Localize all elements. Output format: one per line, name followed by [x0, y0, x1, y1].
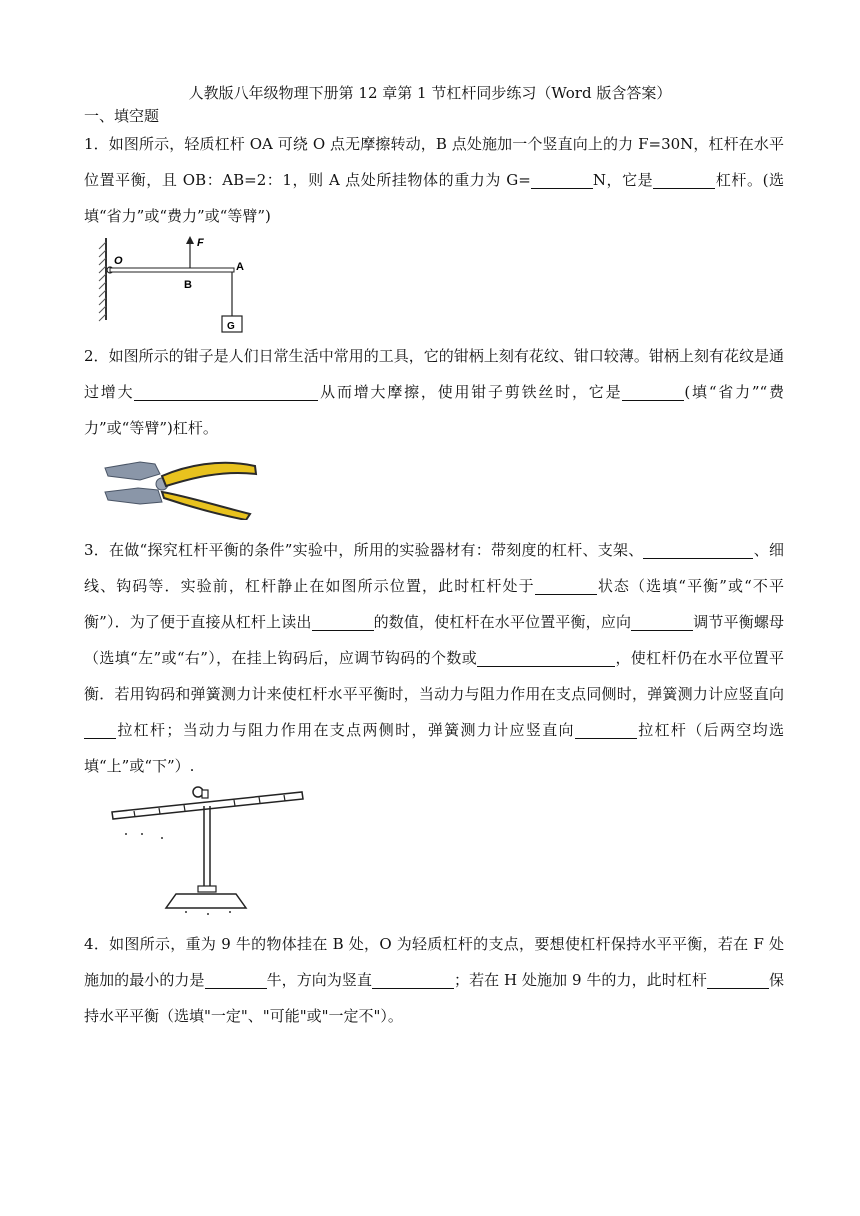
pliers-figure — [100, 452, 260, 520]
question-2 — [84, 338, 784, 446]
question-text: 调节平衡螺母（选填“左”或“右”），在挂上钩码后，应调节钩码的个数或 — [84, 613, 784, 667]
question-text: 的数值，使杠杆在水平位置平衡，应向 — [373, 613, 632, 631]
label-a: A — [236, 261, 244, 273]
answer-blank[interactable] — [531, 170, 593, 189]
question-text: N，它是 — [592, 171, 654, 189]
question-1 — [84, 126, 784, 234]
question-text: 2．如图所示的钳子是人们日常生活中常用的工具，它的钳柄上刻有花纹、钳口较薄。钳柄上刻有花纹是通过增大 — [84, 347, 784, 401]
question-text: 拉杠杆（后两空均选填“上”或“下”）. — [84, 721, 784, 775]
answer-blank[interactable] — [707, 970, 769, 989]
question-text: 、细线、钩码等．实验前，杠杆静止在如图所示位置，此时杠杆处于 — [84, 541, 784, 595]
question-text: (填“省力”“费力”或“等臂”)杠杆。 — [84, 383, 784, 437]
lever-figure-1 — [96, 234, 256, 336]
question-text: 从而增大摩擦，使用钳子剪铁丝时，它是 — [318, 383, 623, 401]
label-o: O — [114, 255, 123, 267]
question-text: 拉杠杆；当动力与阻力作用在支点两侧时，弹簧测力计应竖直向 — [116, 721, 575, 739]
question-text: ；若在 H 处施加 9 牛的力，此时杠杆 — [454, 971, 707, 989]
question-text: 牛，方向为竖直 — [266, 971, 373, 989]
document-title: 人教版八年级物理下册第 12 章第 1 节杠杆同步练习（Word 版含答案） — [188, 84, 672, 102]
question-text: 4．如图所示，重为 9 牛的物体挂在 B 处，O 为轻质杠杆的支点，要想使杠杆保持水平平衡，若在 F 处施加的最小的力是 — [84, 935, 784, 989]
answer-blank[interactable] — [622, 382, 684, 401]
answer-blank[interactable] — [643, 540, 753, 559]
answer-blank[interactable] — [653, 170, 715, 189]
question-text: 1．如图所示，轻质杠杆 OA 可绕 O 点无摩擦转动，B 点处施加一个竖直向上的力 F=30N，杠杆在水平位置平衡，且 OB：AB=2：1，则 A 点处所挂物体的重力为 G= — [84, 135, 784, 189]
question-text: 状态（选填“平衡”或“不平衡”）．为了便于直接从杠杆上读出 — [84, 577, 784, 631]
section-heading: 一、填空题 — [84, 107, 160, 125]
label-g: G — [227, 321, 235, 332]
answer-blank[interactable] — [631, 612, 693, 631]
question-text: 杠杆。(选填“省力”或“费力”或“等臂”) — [84, 171, 784, 225]
answer-blank[interactable] — [312, 612, 374, 631]
label-b: B — [184, 279, 192, 291]
question-4 — [84, 926, 784, 1034]
question-text: ，使杠杆仍在水平位置平衡．若用钩码和弹簧测力计来使杠杆水平平衡时，当动力与阻力作用在支点同侧时，弹簧测力计应竖直向 — [84, 649, 784, 703]
answer-blank[interactable] — [535, 576, 597, 595]
label-f: F — [197, 237, 204, 249]
answer-blank[interactable] — [84, 720, 116, 739]
answer-blank[interactable] — [134, 382, 318, 401]
answer-blank[interactable] — [477, 648, 615, 667]
question-3 — [84, 532, 784, 784]
answer-blank[interactable] — [575, 720, 637, 739]
answer-blank[interactable] — [205, 970, 267, 989]
question-text: 3．在做“探究杠杆平衡的条件”实验中，所用的实验器材有：带刻度的杠杆、支架、 — [84, 541, 644, 559]
answer-blank[interactable] — [372, 970, 454, 989]
lever-stand-figure — [104, 778, 314, 918]
question-text: 保持水平平衡（选填"一定"、"可能"或"一定不"）。 — [84, 971, 784, 1025]
